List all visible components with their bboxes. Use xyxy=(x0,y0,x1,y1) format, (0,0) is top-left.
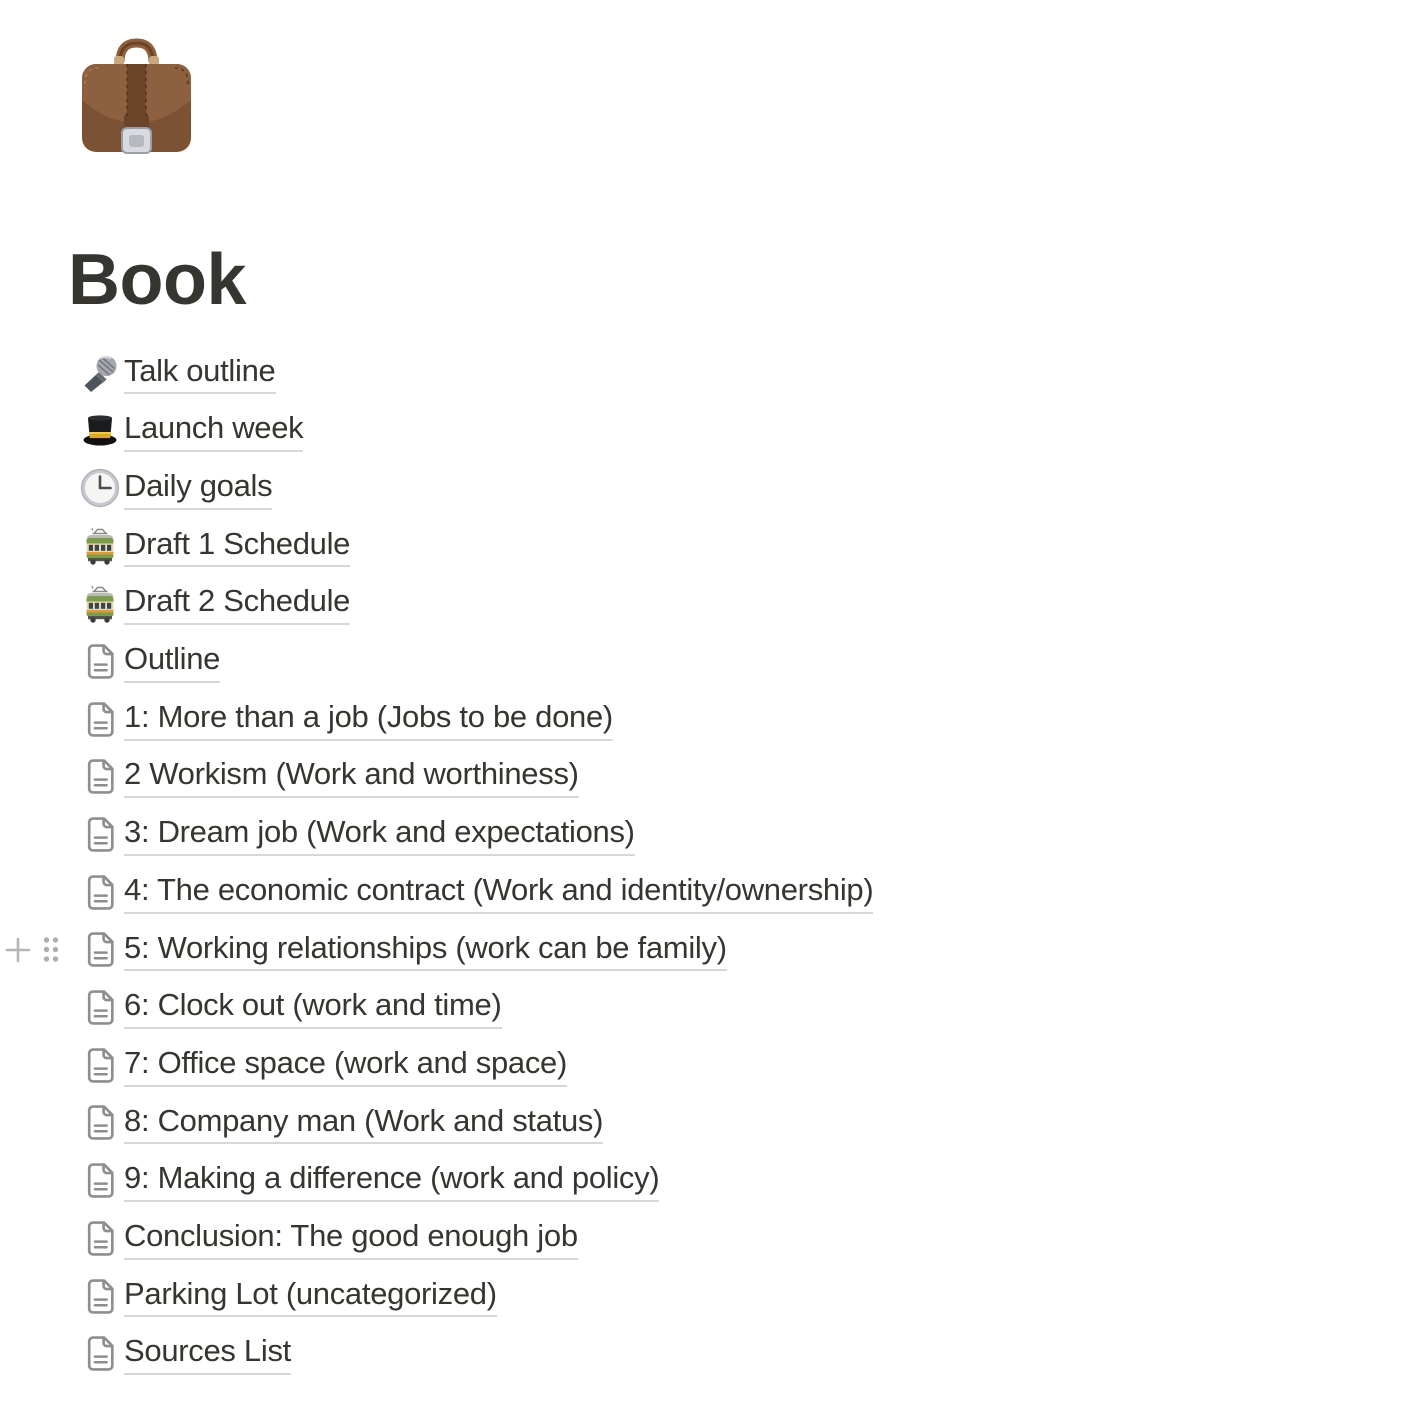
block-hover-controls xyxy=(4,936,60,964)
page-link[interactable] xyxy=(78,1267,1408,1325)
page-link[interactable] xyxy=(78,1210,1408,1268)
page-link-label[interactable]: Talk outline xyxy=(124,352,276,395)
page-link[interactable] xyxy=(78,575,1408,633)
railway-car-icon xyxy=(78,524,122,568)
page-link[interactable] xyxy=(78,1036,1408,1094)
page-icon xyxy=(78,1332,122,1376)
page-icon xyxy=(78,870,122,914)
page-link[interactable] xyxy=(78,517,1408,575)
railway-car-icon xyxy=(78,582,122,626)
top-hat-icon xyxy=(78,409,122,453)
page-link[interactable] xyxy=(78,1152,1408,1210)
page-link-label[interactable]: Draft 1 Schedule xyxy=(124,525,350,568)
page-icon xyxy=(78,1274,122,1318)
page-link-label[interactable]: Launch week xyxy=(124,409,303,452)
page-icon xyxy=(78,986,122,1030)
page-link-label[interactable]: Sources List xyxy=(124,1332,291,1375)
page-link[interactable] xyxy=(78,690,1408,748)
page-link-label[interactable]: Conclusion: The good enough job xyxy=(124,1217,578,1260)
page-icon-briefcase[interactable] xyxy=(68,28,205,165)
page-link-label[interactable]: Draft 2 Schedule xyxy=(124,582,350,625)
page-link[interactable] xyxy=(78,748,1408,806)
page-link-label[interactable]: 7: Office space (work and space) xyxy=(124,1044,567,1087)
page-link-label[interactable]: 4: The economic contract (Work and identity/ownership) xyxy=(124,871,873,914)
page-link[interactable] xyxy=(78,402,1408,460)
page-link-label[interactable]: 2 Workism (Work and worthiness) xyxy=(124,755,579,798)
page-link-label[interactable]: Daily goals xyxy=(124,467,272,510)
add-block-button[interactable] xyxy=(4,936,32,964)
microphone-icon xyxy=(78,351,122,395)
page-link[interactable] xyxy=(78,460,1408,518)
page-link[interactable] xyxy=(78,979,1408,1037)
page-link-label[interactable]: 9: Making a difference (work and policy) xyxy=(124,1159,659,1202)
page-icon xyxy=(78,813,122,857)
page-link[interactable] xyxy=(78,806,1408,864)
page-link-label[interactable]: 8: Company man (Work and status) xyxy=(124,1102,603,1145)
page-link-list xyxy=(78,344,1408,1382)
page-link[interactable] xyxy=(78,863,1408,921)
page-link-label[interactable]: Parking Lot (uncategorized) xyxy=(124,1275,497,1318)
page-icon xyxy=(78,1043,122,1087)
page-link-label[interactable]: 3: Dream job (Work and expectations) xyxy=(124,813,635,856)
drag-handle-icon[interactable] xyxy=(42,936,60,963)
page-link[interactable] xyxy=(78,633,1408,691)
page-link-label[interactable]: 5: Working relationships (work can be family) xyxy=(124,929,727,972)
page-link-label[interactable]: Outline xyxy=(124,640,220,683)
page-link[interactable] xyxy=(78,1094,1408,1152)
clock-icon xyxy=(78,466,122,510)
page-icon xyxy=(78,1101,122,1145)
page-icon xyxy=(78,928,122,972)
page-icon xyxy=(78,1159,122,1203)
page-icon xyxy=(78,697,122,741)
page-title[interactable]: Book xyxy=(68,240,246,320)
page-link[interactable] xyxy=(78,1325,1408,1383)
page-link-label[interactable]: 6: Clock out (work and time) xyxy=(124,986,502,1029)
page-link[interactable] xyxy=(78,344,1408,402)
page-icon xyxy=(78,755,122,799)
page-link-label[interactable]: 1: More than a job (Jobs to be done) xyxy=(124,698,613,741)
page-link[interactable] xyxy=(78,921,1408,979)
page-icon xyxy=(78,639,122,683)
page-icon xyxy=(78,1216,122,1260)
